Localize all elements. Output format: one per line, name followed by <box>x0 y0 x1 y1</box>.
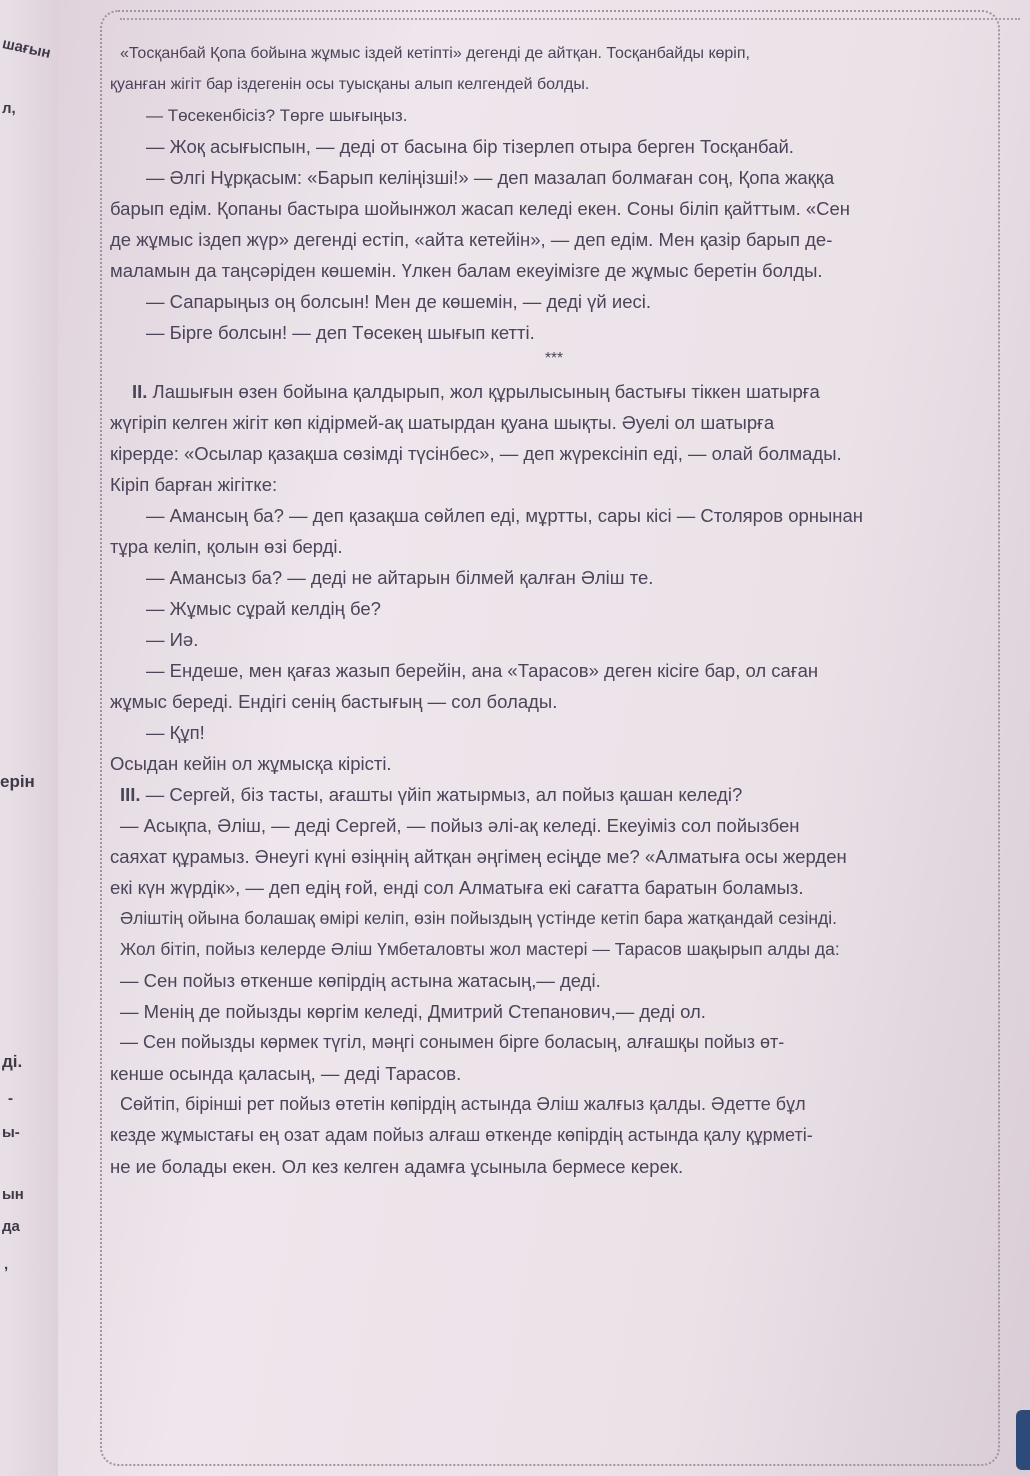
paragraph: — Әлгі Нұрқасым: «Барып келіңізші!» — деп мазалап болмаған соң, Қопа жаққа <box>146 167 835 188</box>
margin-word: - <box>8 1090 13 1107</box>
paragraph: — Амансың ба? — деп қазақша сөйлеп еді, мұртты, сары кісі — Столяров орнынан <box>146 505 864 526</box>
paragraph: кенше осында қаласың, — деді Тарасов. <box>110 1063 462 1084</box>
paragraph: қуанған жігіт бар іздегенін осы туысқаны алып келгендей болды. <box>110 76 590 93</box>
margin-word: , <box>4 1256 9 1273</box>
paragraph: — Бірге болсын! — деп Төсекең шығып кетті. <box>146 322 535 343</box>
paragraph: не ие болады екен. Ол кез келген адамға ұсынылa бермесе керек. <box>110 1156 684 1177</box>
paragraph: III. — Сергей, біз тасты, ағашты үйіп жатырмыз, ал пойыз қашан келеді? <box>120 784 743 805</box>
paragraph: — Төсекенбісіз? Төрге шығыңыз. <box>146 106 408 125</box>
margin-word: да <box>2 1218 20 1235</box>
margin-word: шағын <box>0 35 53 62</box>
paragraph: екі күн жүрдік», — деп едің ғой, енді сол Алматыға екі сағатта баратын боламыз. <box>110 877 804 898</box>
margin-word: ді. <box>2 1052 23 1071</box>
paragraph: жұмыс береді. Ендігі сенің бастығың — сол болады. <box>110 691 558 712</box>
paragraph: барып едім. Қопаны бастыра шойынжол жасап келеді екен. Соны біліп қайттым. «Сен <box>110 198 850 219</box>
margin-word: ын <box>2 1186 24 1203</box>
paragraph: II. Лашығын өзен бойына қалдырып, жол құрылысының бастығы тіккен шатырға <box>132 381 820 402</box>
paragraph: кірерде: «Осылар қазақша сөзімді түсінбес», — деп жүрексініп еді, — олай болмады. <box>110 443 842 464</box>
section-separator: *** <box>544 350 564 367</box>
paragraph: кезде жұмыстағы ең озат адам пойыз алғаш өткенде көпірдің астында қалу құрметі- <box>110 1125 813 1145</box>
paragraph: — Жұмыс сұрай келдің бе? <box>146 598 381 619</box>
paragraph: жүгіріп келген жігіт көп кідірмей-ақ шатырдан қуана шықты. Әуелі ол шатырға <box>110 412 775 433</box>
paragraph: маламын да таңсәріден көшемін. Үлкен балам екеуімізге де жұмыс беретін болды. <box>110 260 823 281</box>
body-text <box>110 38 998 1182</box>
margin-word: ы- <box>2 1124 20 1141</box>
paragraph: де жұмыс іздеп жүр» дегенді естіп, «айта кетейін», — деп едім. Мен қазір барып де- <box>110 229 833 250</box>
paragraph: Әліштің ойына болашақ өмірі келіп, өзін пойыздың үстінде кетіп бара жатқандай сезінді. <box>120 908 837 928</box>
paragraph: — Сен пойыз өткенше көпірдің астына жатасың,— деді. <box>120 970 601 991</box>
paragraph: Жол бітіп, пойыз келерде Әліш Үмбеталовты жол мастері — Тарасов шақырып алды да: <box>120 939 840 959</box>
previous-page-edge <box>0 0 60 1476</box>
binding-edge <box>1016 1410 1030 1470</box>
paragraph: — Менің де пойызды көргім келеді, Дмитрий Степанович,— деді ол. <box>120 1001 706 1022</box>
paragraph: — Асықпа, Әліш, — деді Сергей, — пойыз әлі-ақ келеді. Екеуіміз сол пойызбен <box>120 815 800 836</box>
paragraph: — Сен пойызды көрмек түгіл, мәңгі сонымен бірге боласың, алғашқы пойыз өт- <box>120 1032 785 1052</box>
paragraph: «Тосқанбай Қопа бойына жұмыс іздей кетіпті» дегенді де айтқан. Тосқанбайды көріп, <box>120 45 750 62</box>
paragraph: — Құп! <box>146 722 205 743</box>
section-number: III. <box>120 784 141 805</box>
margin-word: ерін <box>0 772 35 791</box>
paragraph: — Ендеше, мен қағаз жазып берейін, ана «Тарасов» деген кісіге бар, ол саған <box>146 660 819 681</box>
paragraph: — Жоқ асығыспын, — деді от басына бір тізерлеп отыра берген Тосқанбай. <box>146 136 794 157</box>
paragraph: — Амансыз ба? — деді не айтарын білмей қалған Әліш те. <box>146 567 654 588</box>
paragraph: тұра келіп, қолын өзі берді. <box>110 536 343 557</box>
paragraph: — Сапарыңыз оң болсын! Мен де көшемін, — деді үй иесі. <box>146 291 652 312</box>
paragraph: — Иә. <box>146 629 199 650</box>
section-number: II. <box>132 381 148 402</box>
paragraph: Кіріп барған жігітке: <box>110 474 278 495</box>
paragraph: саяхат құрамыз. Әнеугі күні өзіңнің айтқан әңгімең есіңде ме? «Алматыға осы жерден <box>110 846 847 867</box>
paragraph: Осыдан кейін ол жұмысқа кірісті. <box>110 753 392 774</box>
margin-word: л, <box>2 100 16 117</box>
paragraph: Сөйтіп, бірінші рет пойыз өтетін көпірдің астында Әліш жалғыз қалды. Әдетте бұл <box>120 1094 806 1114</box>
